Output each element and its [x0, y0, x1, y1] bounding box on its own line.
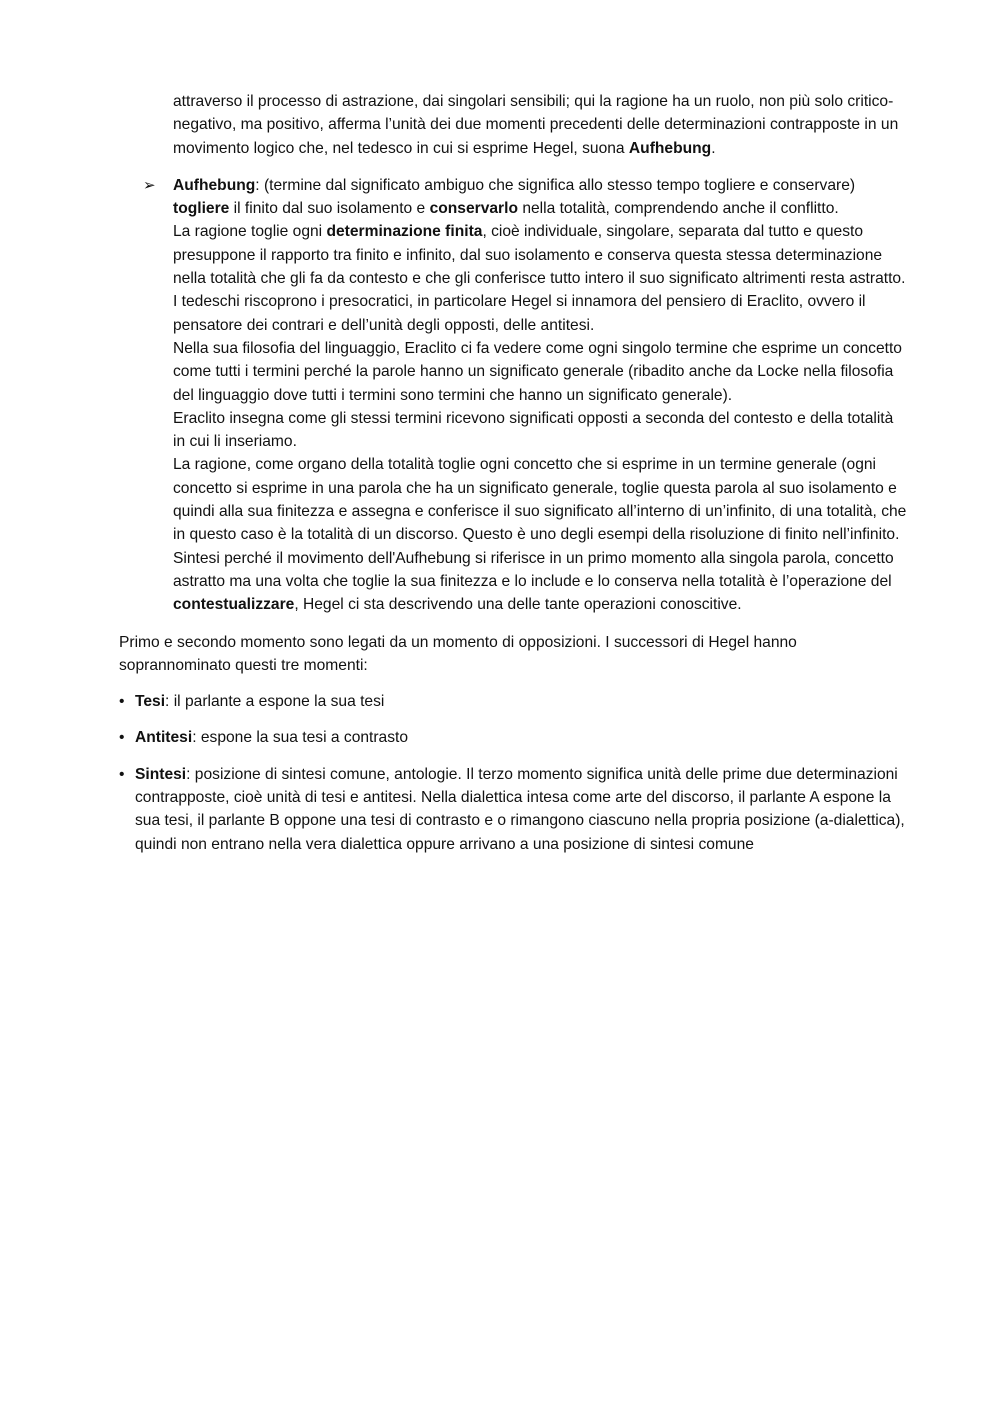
paragraph — [173, 453, 908, 616]
text-run: il finito dal suo isolamento e — [229, 200, 430, 218]
aufhebung-list-item — [143, 174, 908, 617]
text-run: : (termine dal significato ambiguo che significa allo stesso tempo togliere e conservare) — [255, 176, 856, 194]
paragraph — [173, 90, 908, 160]
text-run: , cioè individuale, singolare, separata dal tutto e questo presuppone il rapporto tra finito e infinito, dal suo isolamento e conserva questa stessa determinazione nella totalità che gli fa da contesto e che gli conferisce tutto intero il suo significato altrimenti resta astratto. — [173, 223, 906, 288]
bold-term: Sintesi — [135, 765, 187, 783]
bullet-icon: • — [119, 729, 125, 747]
paragraph — [135, 690, 907, 713]
paragraph: I tedeschi riscoprono i presocratici, in particolare Hegel si innamora del pensiero di Eraclito, ovvero il pensatore dei contrari e dell’unità degli opposti, delle antitesi. — [173, 293, 866, 334]
text-run: nella totalità, comprendendo anche il conflitto. — [517, 200, 839, 218]
bold-term: togliere — [173, 200, 230, 218]
definition-paragraph — [173, 174, 908, 221]
arrow-bullet-icon: ➢ — [143, 175, 156, 194]
paragraph — [173, 220, 908, 290]
text-run: La ragione toglie ogni — [173, 223, 327, 241]
text-run: : espone la sua tesi a contrasto — [192, 729, 409, 747]
list-item — [119, 690, 907, 713]
paragraph: Primo e secondo momento sono legati da un momento di opposizioni. I successori di Hegel hanno soprannominato questi tre momenti: — [119, 633, 797, 674]
continuation-paragraph — [173, 90, 908, 160]
bold-term: conservarlo — [429, 200, 518, 218]
bold-term: Aufhebung — [173, 176, 256, 194]
text-run: La ragione, come organo della totalità toglie ogni concetto che si esprime in un termine generale (ogni concetto si esprime in una parola che ha un significato generale, toglie questa parola al suo isolamento e quindi alla sua finitezza e assegna e conferisce il suo significato all’interno di un’infinito, di una totalità, che in questo caso è la totalità di un discorso. Questo è uno degli esempi della risoluzione di finito nell’infinito. Sintesi perché il movimento dell'Aufhebung si riferisce in un primo momento alla singola parola, concetto astratto ma una volta che toglie la sua finitezza e lo include e lo conserva nella totalità è l’operazione del — [173, 456, 907, 590]
list-item — [119, 763, 907, 856]
bold-term: determinazione finita — [326, 223, 483, 241]
bullet-icon: • — [119, 765, 125, 783]
intro-paragraph — [119, 631, 909, 678]
bullet-icon: • — [119, 693, 125, 711]
paragraph: Nella sua filosofia del linguaggio, Eraclito ci fa vedere come ogni singolo termine che esprime un concetto come tutti i termini perché la parole hanno un significato generale (ribadito anche da Locke nella filosofia del linguaggio dove tutti i termini sono termini che hanno un significato generale). — [173, 339, 902, 404]
paragraph — [135, 763, 907, 856]
paragraph — [135, 726, 907, 749]
bold-term: Tesi — [135, 693, 166, 711]
bold-term: contestualizzare — [173, 596, 295, 614]
paragraph-text: attraverso il processo di astrazione, dai singolari sensibili; qui la ragione ha un ruolo, non più solo critico-negativo, ma positivo, afferma l’unità dei due momenti precedenti delle determinazioni contrapposte in un movimento logico che, nel tedesco in cui si esprime Hegel, suona — [173, 93, 899, 157]
paragraph: Eraclito insegna come gli stessi termini ricevono significati opposti a seconda del contesto e della totalità in cui li inseriamo. — [173, 409, 894, 451]
text-run: , Hegel ci sta descrivendo una delle tante operazioni conoscitive. — [294, 596, 742, 614]
bold-term: Aufhebung — [628, 139, 712, 157]
bold-term: Antitesi — [135, 729, 193, 747]
paragraph-end: . — [711, 139, 716, 157]
text-run: : il parlante a espone la sua tesi — [165, 693, 385, 711]
text-run: : posizione di sintesi comune, antologie. Il terzo momento significa unità delle prime due determinazioni contrapposte, cioè unità di tesi e antitesi. Nella dialettica intesa come arte del discorso, il parlante A espone la sua tesi, il parlante B oppone una tesi di contrasto e o rimangono ciascuno nella propria posizione (a-dialettica), quindi non entrano nella vera dialettica oppure arrivano a una posizione di sintesi comune — [135, 765, 905, 853]
list-item — [119, 726, 907, 749]
